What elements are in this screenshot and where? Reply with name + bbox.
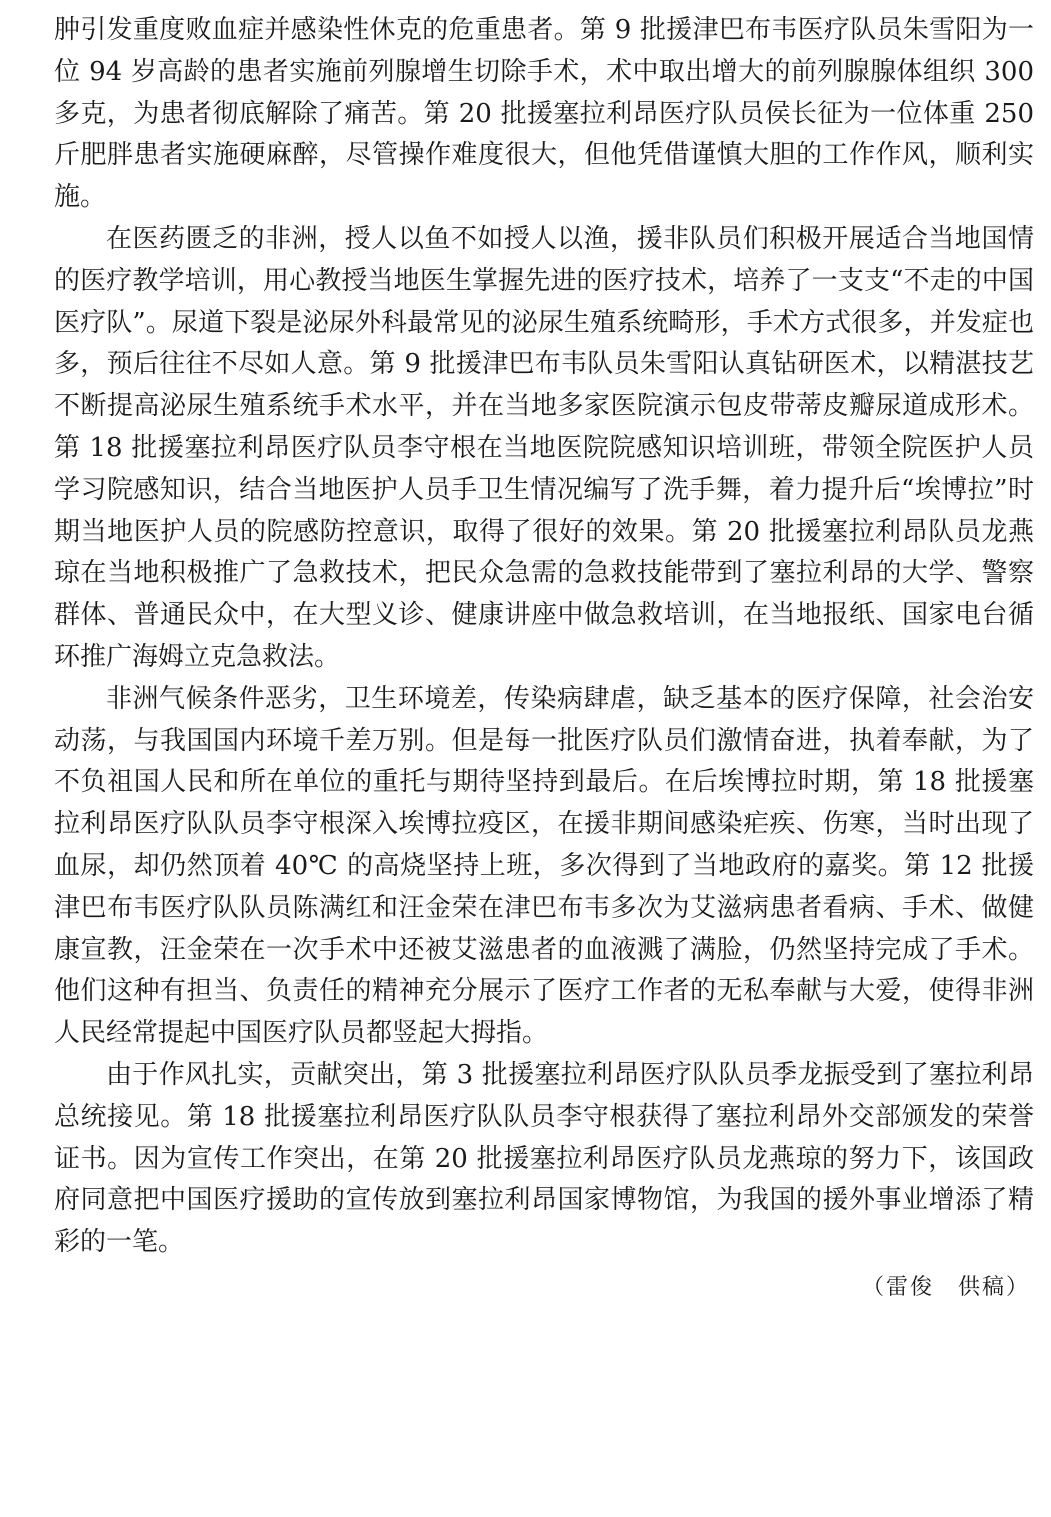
paragraph-1-continued: 肿引发重度败血症并感染性休克的危重患者。第 9 批援津巴布韦医疗队员朱雪阳为一位 94 岁高龄的患者实施前列腺增生切除手术，术中取出增大的前列腺腺体组织 300 多克，为患者彻底解除了痛苦。第 20 批援塞拉利昂医疗队员侯长征为一位体重 250 斤肥胖患者实施硬麻醉，尽管操作难度很大，但他凭借谨慎大胆的工作作风，顺利实施。 xyxy=(54,15,1034,213)
author-byline: （雷俊 供稿） xyxy=(861,1274,1030,1300)
paragraph-4: 由于作风扎实，贡献突出，第 3 批援塞拉利昂医疗队队员季龙振受到了塞拉利昂总统接见。第 18 批援塞拉利昂医疗队队员李守根获得了塞拉利昂外交部颁发的荣誉证书。因为宣传工作突出，在第 20 批援塞拉利昂医疗队员龙燕琼的努力下，该国政府同意把中国医疗援助的宣传放到塞拉利昂国家博物馆，为我国的援外事业增添了精彩的一笔。 xyxy=(54,1059,1034,1258)
paragraph-2: 在医药匮乏的非洲，授人以鱼不如授人以渔，援非队员们积极开展适合当地国情的医疗教学培训，用心教授当地医生掌握先进的医疗技术，培养了一支支“不走的中国医疗队”。尿道下裂是泌尿外科最常见的泌尿生殖系统畸形，手术方式很多，并发症也多，预后往往不尽如人意。第 9 批援津巴布韦队员朱雪阳认真钻研医术，以精湛技艺不断提高泌尿生殖系统手术水平，并在当地多家医院演示包皮带蒂皮瓣尿道成形术。第 18 批援塞拉利昂医疗队员李守根在当地医院院感知识培训班，带领全院医护人员学习院感知识，结合当地医护人员手卫生情况编写了洗手舞，着力提升后“埃博拉”时期当地医护人员的院感防控意识，取得了很好的效果。第 20 批援塞拉利昂队员龙燕琼在当地积极推广了急救技术，把民众急需的急救技能带到了塞拉利昂的大学、警察群体、普通民众中，在大型义诊、健康讲座中做急救培训，在当地报纸、国家电台循环推广海姆立克急救法。 xyxy=(54,223,1034,672)
paragraph-3: 非洲气候条件恶劣，卫生环境差，传染病肆虐，缺乏基本的医疗保障，社会治安动荡，与我国国内环境千差万别。但是每一批医疗队员们激情奋进，执着奉献，为了不负祖国人民和所在单位的重托与期待坚持到最后。在后埃博拉时期，第 18 批援塞拉利昂医疗队队员李守根深入埃博拉疫区，在援非期间感染疟疾、伤寒，当时出现了血尿，却仍然顶着 40℃ 的高烧坚持上班，多次得到了当地政府的嘉奖。第 12 批援津巴布韦医疗队队员陈满红和汪金荣在津巴布韦多次为艾滋病患者看病、手术、做健康宣教，汪金荣在一次手术中还被艾滋患者的血液溅了满脸，仍然坚持完成了手术。他们这种有担当、负责任的精神充分展示了医疗工作者的无私奉献与大爱，使得非洲人民经常提起中国医疗队员都竖起大拇指。 xyxy=(54,683,1034,1049)
document-page xyxy=(54,10,1034,1308)
